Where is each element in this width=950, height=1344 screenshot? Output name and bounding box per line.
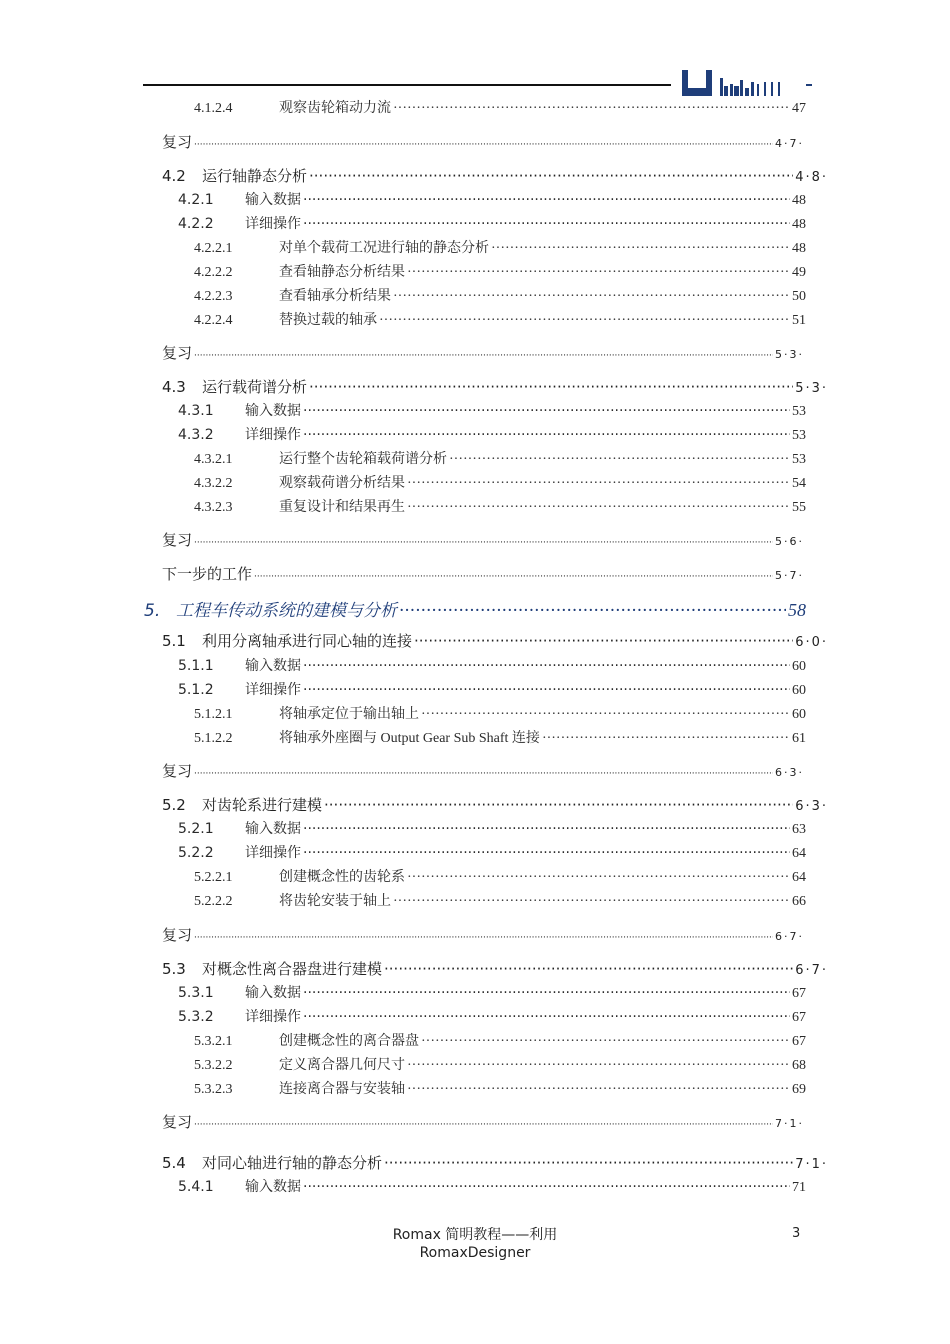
toc-number: 4.2.2.4: [194, 313, 233, 328]
toc-entry[interactable]: [178, 189, 806, 209]
toc-number: 4.3.2: [178, 427, 214, 443]
toc-number: 5.3.2: [178, 1009, 214, 1025]
toc-entry[interactable]: [194, 309, 806, 329]
toc-number: 4.3: [162, 378, 186, 396]
toc-title: 下一步的工作: [162, 565, 253, 583]
toc-entry[interactable]: [178, 400, 806, 420]
page-number: 3: [792, 1226, 801, 1241]
toc-entry[interactable]: [178, 1176, 806, 1196]
toc-page: 4·7·: [775, 137, 804, 150]
toc-leader: [303, 682, 790, 698]
toc-entry[interactable]: [178, 982, 806, 1002]
toc-number: 4.2.2.1: [194, 241, 233, 256]
toc-title: 输入数据: [245, 1179, 301, 1195]
toc-leader: [303, 216, 790, 232]
toc-page: 54: [792, 476, 806, 491]
page-footer: [0, 1226, 950, 1262]
toc-page: 5·3·: [795, 381, 828, 396]
toc-leader: [303, 192, 790, 208]
toc-leader: [194, 538, 773, 548]
toc-page: 71: [792, 1180, 806, 1195]
toc-number: 5.2.1: [178, 821, 214, 837]
toc-leader: [393, 101, 790, 117]
toc-page: 6·3·: [775, 766, 804, 779]
toc-entry[interactable]: [194, 1054, 806, 1074]
toc-leader: [303, 427, 790, 443]
toc-title: 查看轴承分析结果: [279, 289, 391, 304]
toc-leader: [407, 1082, 790, 1098]
toc-title: 将轴承定位于输出轴上: [279, 707, 419, 722]
toc-leader: [309, 378, 793, 396]
toc-number: 5.1.2.1: [194, 707, 233, 722]
toc-entry[interactable]: [178, 424, 806, 444]
toc-leader: [414, 632, 793, 650]
toc-number: 5.2.2.1: [194, 870, 233, 885]
toc-number: 5.3.2.2: [194, 1058, 233, 1073]
toc-title: 对同心轴进行轴的静态分析: [202, 1154, 383, 1172]
toc-number: 5.2.2: [178, 845, 214, 861]
toc-entry[interactable]: [178, 842, 806, 862]
toc-number: 4.3.1: [178, 403, 214, 419]
toc-title: 详细操作: [245, 427, 301, 443]
toc-entry[interactable]: [194, 1078, 806, 1098]
toc-page: 60: [792, 707, 806, 722]
toc-leader: [194, 140, 773, 150]
toc-leader: [303, 845, 790, 861]
toc-title: 连接离合器与安装轴: [279, 1082, 405, 1097]
toc-page: 58: [788, 600, 806, 620]
toc-number: 5.: [144, 601, 161, 621]
toc-page: 67: [792, 986, 806, 1001]
toc-title: 重复设计和结果再生: [279, 500, 405, 515]
toc-leader: [303, 658, 790, 674]
toc-title: 对单个载荷工况进行轴的静态分析: [279, 241, 489, 256]
toc-entry[interactable]: [194, 448, 806, 468]
toc-title: 详细操作: [245, 1009, 301, 1025]
toc-leader: [194, 933, 773, 943]
toc-title: 复习: [162, 1113, 193, 1131]
toc-page: 7·1·: [775, 1117, 804, 1130]
toc-leader: [449, 452, 790, 468]
toc-entry[interactable]: [194, 727, 806, 747]
toc-entry[interactable]: [162, 760, 804, 781]
toc-entry[interactable]: [194, 285, 806, 305]
toc-leader: [194, 1120, 773, 1130]
toc-title: 输入数据: [245, 821, 301, 837]
toc-title: 复习: [162, 344, 193, 362]
toc-title: 定义离合器几何尺寸: [279, 1058, 405, 1073]
toc-number: 4.2.1: [178, 192, 214, 208]
toc-leader: [194, 351, 773, 361]
toc-entry[interactable]: [162, 529, 804, 550]
toc-page: 47: [792, 101, 806, 116]
toc-entry[interactable]: [194, 890, 806, 910]
toc-page: 60: [792, 659, 806, 674]
toc-number: 5.4.1: [178, 1179, 214, 1195]
toc-title: 复习: [162, 531, 193, 549]
toc-entry[interactable]: [194, 472, 806, 492]
toc-title: 运行整个齿轮箱载荷谱分析: [279, 452, 447, 467]
toc-entry[interactable]: [194, 866, 806, 886]
toc-page: 64: [792, 870, 806, 885]
toc-leader: [303, 1009, 790, 1025]
toc-number: 5.1.2.2: [194, 731, 233, 746]
toc-title: 创建概念性的齿轮系: [279, 870, 405, 885]
toc-page: 48: [792, 241, 806, 256]
toc-number: 5.3: [162, 960, 186, 978]
toc-page: 5·6·: [775, 535, 804, 548]
toc-entry[interactable]: [162, 924, 804, 945]
toc-number: 4.2: [162, 167, 186, 185]
toc-page: 51: [792, 313, 806, 328]
toc-page: 6·0·: [795, 635, 828, 650]
toc-leader: [421, 1034, 790, 1050]
toc-page: 53: [792, 452, 806, 467]
toc-number: 5.3.2.3: [194, 1082, 233, 1097]
toc-entry[interactable]: [162, 131, 804, 152]
toc-page: 53: [792, 428, 806, 443]
toc-entry[interactable]: [162, 342, 804, 363]
toc-number: 4.1.2.4: [194, 101, 233, 116]
toc-title: 观察载荷谱分析结果: [279, 476, 405, 491]
header-rule: [143, 84, 671, 86]
toc-entry[interactable]: [162, 563, 804, 584]
toc-entry[interactable]: [178, 1006, 806, 1026]
toc-page: 66: [792, 894, 806, 909]
toc-leader: [379, 313, 790, 329]
toc-entry[interactable]: [178, 679, 806, 699]
toc-title: 复习: [162, 926, 193, 944]
toc-title: 观察齿轮箱动力流: [279, 101, 391, 116]
toc-page: 6·7·: [775, 930, 804, 943]
toc-page: 7·1·: [795, 1157, 828, 1172]
toc-leader: [407, 1058, 790, 1074]
toc-leader: [254, 572, 773, 582]
toc-title: 详细操作: [245, 845, 301, 861]
toc-title: 详细操作: [245, 216, 301, 232]
toc-number: 5.2: [162, 796, 186, 814]
toc-page: 48: [792, 217, 806, 232]
toc-leader: [194, 769, 773, 779]
toc-entry[interactable]: [194, 237, 806, 257]
toc-title: 输入数据: [245, 658, 301, 674]
toc-title: 运行载荷谱分析: [202, 378, 308, 396]
toc-page: 67: [792, 1010, 806, 1025]
toc-page: 6·7·: [795, 963, 828, 978]
toc-leader: [399, 601, 786, 621]
toc-leader: [303, 985, 790, 1001]
toc-leader: [407, 870, 790, 886]
toc-entry[interactable]: [194, 1030, 806, 1050]
toc-title: 工程车传动系统的建模与分析: [176, 601, 397, 621]
toc-leader: [407, 265, 790, 281]
toc-page: 55: [792, 500, 806, 515]
toc-leader: [393, 894, 790, 910]
toc-leader: [421, 707, 790, 723]
toc-page: 63: [792, 822, 806, 837]
toc-number: 5.3.1: [178, 985, 214, 1001]
footer-line-1: Romax 简明教程——利用: [392, 1227, 558, 1243]
toc-number: 4.2.2.3: [194, 289, 233, 304]
toc-number: 4.3.2.1: [194, 452, 233, 467]
toc-page: 68: [792, 1058, 806, 1073]
toc-title: 创建概念性的离合器盘: [279, 1034, 419, 1049]
toc-title: 对齿轮系进行建模: [202, 796, 323, 814]
toc-title: 对概念性离合器盘进行建模: [202, 960, 383, 978]
toc-page: 4·8·: [795, 170, 828, 185]
toc-page: 49: [792, 265, 806, 280]
toc-page: 64: [792, 846, 806, 861]
toc-leader: [324, 796, 793, 814]
toc-number: 5.3.2.1: [194, 1034, 233, 1049]
toc-page: 5·7·: [775, 569, 804, 582]
toc-page: 61: [792, 731, 806, 746]
toc-leader: [407, 500, 790, 516]
toc-leader: [303, 1179, 790, 1195]
toc-title: 查看轴静态分析结果: [279, 265, 405, 280]
toc-leader: [384, 1154, 793, 1172]
toc-entry[interactable]: [194, 703, 806, 723]
toc-number: 5.1.2: [178, 682, 214, 698]
toc-number: 5.1: [162, 632, 186, 650]
toc-number: 5.2.2.2: [194, 894, 233, 909]
toc-title: 将齿轮安装于轴上: [279, 894, 391, 909]
footer-line-2: RomaxDesigner: [419, 1245, 531, 1261]
toc-number: 4.2.2.2: [194, 265, 233, 280]
toc-title: 利用分离轴承进行同心轴的连接: [202, 632, 413, 650]
toc-title: 运行轴静态分析: [202, 167, 308, 185]
toc-entry[interactable]: [144, 596, 806, 621]
toc-entry[interactable]: [194, 496, 806, 516]
toc-title: 将轴承外座圈与 Output Gear Sub Shaft 连接: [279, 731, 540, 746]
toc-entry[interactable]: [162, 1111, 804, 1132]
toc-page: 6·3·: [795, 799, 828, 814]
toc-entry[interactable]: [178, 818, 806, 838]
toc-page: 60: [792, 683, 806, 698]
toc-entry[interactable]: [194, 261, 806, 281]
toc-title: 替换过载的轴承: [279, 313, 377, 328]
toc-page: 69: [792, 1082, 806, 1097]
toc-title: 输入数据: [245, 403, 301, 419]
toc-page: 53: [792, 404, 806, 419]
toc-entry[interactable]: [162, 165, 828, 186]
toc-entry[interactable]: [178, 655, 806, 675]
toc-entry[interactable]: [162, 630, 828, 651]
toc-title: 输入数据: [245, 192, 301, 208]
toc-page: 67: [792, 1034, 806, 1049]
toc-title: 复习: [162, 762, 193, 780]
toc-number: 5.4: [162, 1154, 186, 1172]
toc-leader: [393, 289, 790, 305]
toc-title: 复习: [162, 133, 193, 151]
toc-entry[interactable]: [162, 376, 828, 397]
toc-title: 详细操作: [245, 682, 301, 698]
toc-page: 48: [792, 193, 806, 208]
toc-entry[interactable]: [194, 97, 806, 117]
toc-leader: [542, 731, 790, 747]
toc-leader: [303, 403, 790, 419]
toc-title: 输入数据: [245, 985, 301, 1001]
toc-leader: [407, 476, 790, 492]
toc-number: 4.3.2.3: [194, 500, 233, 515]
toc-leader: [309, 167, 793, 185]
toc-leader: [491, 241, 790, 257]
toc-page: 50: [792, 289, 806, 304]
toc-page: 5·3·: [775, 348, 804, 361]
toc-entry[interactable]: [162, 958, 828, 979]
toc-leader: [303, 821, 790, 837]
toc-number: 4.2.2: [178, 216, 214, 232]
toc-number: 5.1.1: [178, 658, 214, 674]
toc-entry[interactable]: [162, 1152, 828, 1173]
toc-number: 4.3.2.2: [194, 476, 233, 491]
toc-entry[interactable]: [162, 794, 828, 815]
toc-entry[interactable]: [178, 213, 806, 233]
toc-leader: [384, 960, 793, 978]
